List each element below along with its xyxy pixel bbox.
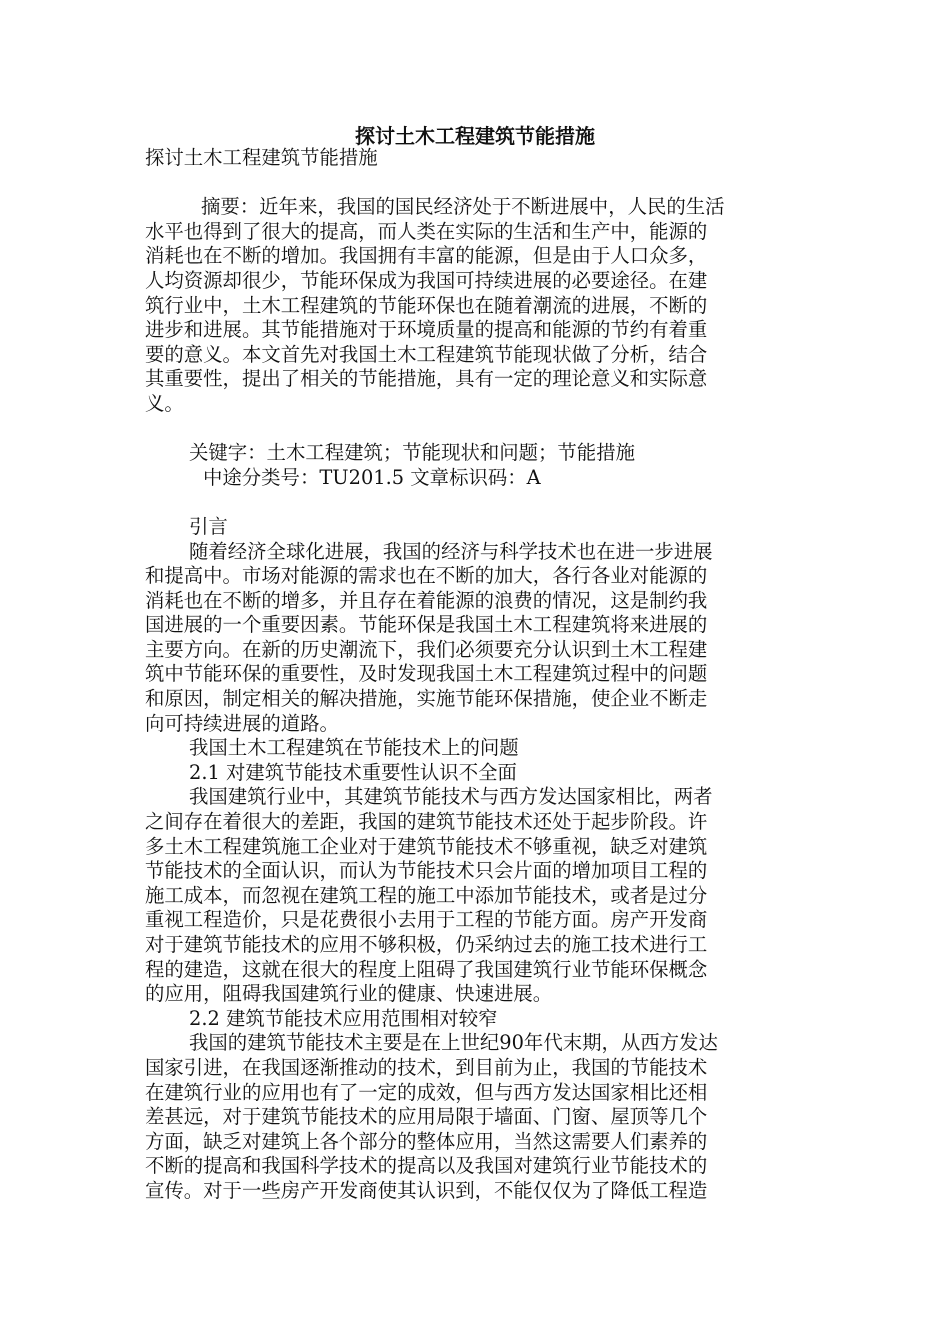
keywords-line: 关键字：土木工程建筑；节能现状和问题；节能措施 — [189, 441, 635, 465]
intro-line: 主要方向。在新的历史潮流下，我们必须要充分认识到土木工程建 — [145, 637, 708, 661]
abstract-line: 筑行业中，土木工程建筑的节能环保也在随着潮流的进展，不断的 — [145, 293, 708, 317]
abstract-line: 要的意义。本文首先对我国土木工程建筑节能现状做了分析，结合 — [145, 342, 708, 366]
subsection-heading-2-1: 2.1 对建筑节能技术重要性认识不全面 — [189, 760, 517, 784]
abstract-line: 水平也得到了很大的提高，而人类在实际的生活和生产中，能源的 — [145, 219, 708, 243]
abstract-line: 消耗也在不断的增加。我国拥有丰富的能源，但是由于人口众多， — [145, 244, 708, 268]
section-2-1-line: 多土木工程建筑施工企业对于建筑节能技术不够重视，缺乏对建筑 — [145, 834, 708, 858]
section-heading: 我国土木工程建筑在节能技术上的问题 — [189, 736, 519, 760]
section-2-2-paragraph — [145, 1031, 805, 1203]
section-2-2-line: 宣传。对于一些房产开发商使其认识到，不能仅仅为了降低工程造 — [145, 1178, 708, 1202]
intro-heading: 引言 — [189, 514, 228, 538]
section-2-1-line: 重视工程造价，只是花费很小去用于工程的节能方面。房产开发商 — [145, 908, 708, 932]
section-2-1-line: 施工成本，而忽视在建筑工程的施工中添加节能技术，或者是过分 — [145, 883, 708, 907]
section-2-1-line: 的应用，阻碍我国建筑行业的健康、快速进展。 — [145, 982, 553, 1006]
document-body — [145, 146, 805, 1204]
section-2-2-line: 方面，缺乏对建筑上各个部分的整体应用，当然这需要人们素养的 — [145, 1129, 708, 1153]
intro-line: 和原因，制定相关的解决措施，实施节能环保措施，使企业不断走 — [145, 687, 708, 711]
section-2-1-line: 对于建筑节能技术的应用不够积极，仍采纳过去的施工技术进行工 — [145, 933, 708, 956]
section-2-2-line: 我国的建筑节能技术主要是在上世纪90年代末期，从西方发达 — [189, 1031, 718, 1055]
intro-line: 和提高中。市场对能源的需求也在不断的加大，各行各业对能源的 — [145, 564, 708, 588]
intro-line: 国进展的一个重要因素。节能环保是我国土木工程建筑将来进展的 — [145, 613, 708, 637]
subsection-heading-2-2: 2.2 建筑节能技术应用范围相对较窄 — [189, 1006, 498, 1030]
abstract-line: 摘要：近年来，我国的国民经济处于不断进展中，人民的生活 — [201, 195, 725, 219]
blank-line — [145, 490, 805, 515]
section-2-1-line: 我国建筑行业中，其建筑节能技术与西方发达国家相比，两者 — [189, 785, 713, 809]
intro-line: 向可持续进展的道路。 — [145, 711, 339, 735]
document-subtitle: 探讨土木工程建筑节能措施 — [145, 146, 378, 169]
section-2-1-line: 之间存在着很大的差距，我国的建筑节能技术还处于起步阶段。许 — [145, 810, 708, 834]
section-2-2-line: 在建筑行业的应用也有了一定的成效，但与西方发达国家相比还相 — [145, 1080, 708, 1104]
section-2-1-line: 节能技术的全面认识，而认为节能技术只会片面的增加项目工程的 — [145, 859, 708, 883]
section-2-2-line: 不断的提高和我国科学技术的提高以及我国对建筑行业节能技术的 — [145, 1154, 708, 1178]
abstract-paragraph — [145, 195, 805, 416]
abstract-line: 人均资源却很少，节能环保成为我国可持续进展的必要途径。在建 — [145, 268, 708, 292]
document-title: 探讨土木工程建筑节能措施 — [355, 124, 595, 148]
intro-paragraph — [145, 540, 805, 737]
intro-line: 随着经济全球化进展，我国的经济与科学技术也在进一步进展 — [189, 539, 713, 563]
intro-line: 筑中节能环保的重要性，及时发现我国土木工程建筑过程中的问题 — [145, 662, 708, 686]
abstract-line: 进步和进展。其节能措施对于环境质量的提高和能源的节约有着重 — [145, 318, 708, 342]
blank-line — [145, 417, 805, 442]
abstract-line: 义。 — [145, 391, 184, 415]
section-2-2-line: 国家引进，在我国逐渐推动的技术，到目前为止，我国的节能技术 — [145, 1055, 708, 1079]
section-2-1-paragraph — [145, 785, 805, 1006]
blank-line — [145, 171, 805, 196]
intro-line: 消耗也在不断的增多，并且存在着能源的浪费的情况，这是制约我 — [145, 588, 708, 612]
section-2-1-line: 程的建造，这就在很大的程度上阻碍了我国建筑行业节能环保概念 — [145, 957, 708, 981]
section-2-2-line: 差甚远，对于建筑节能技术的应用局限于墙面、门窗、屋顶等几个 — [145, 1105, 708, 1129]
abstract-line: 其重要性，提出了相关的节能措施，具有一定的理论意义和实际意 — [145, 367, 708, 391]
classification-line: 中途分类号：TU201.5 文章标识码：A — [203, 465, 541, 489]
